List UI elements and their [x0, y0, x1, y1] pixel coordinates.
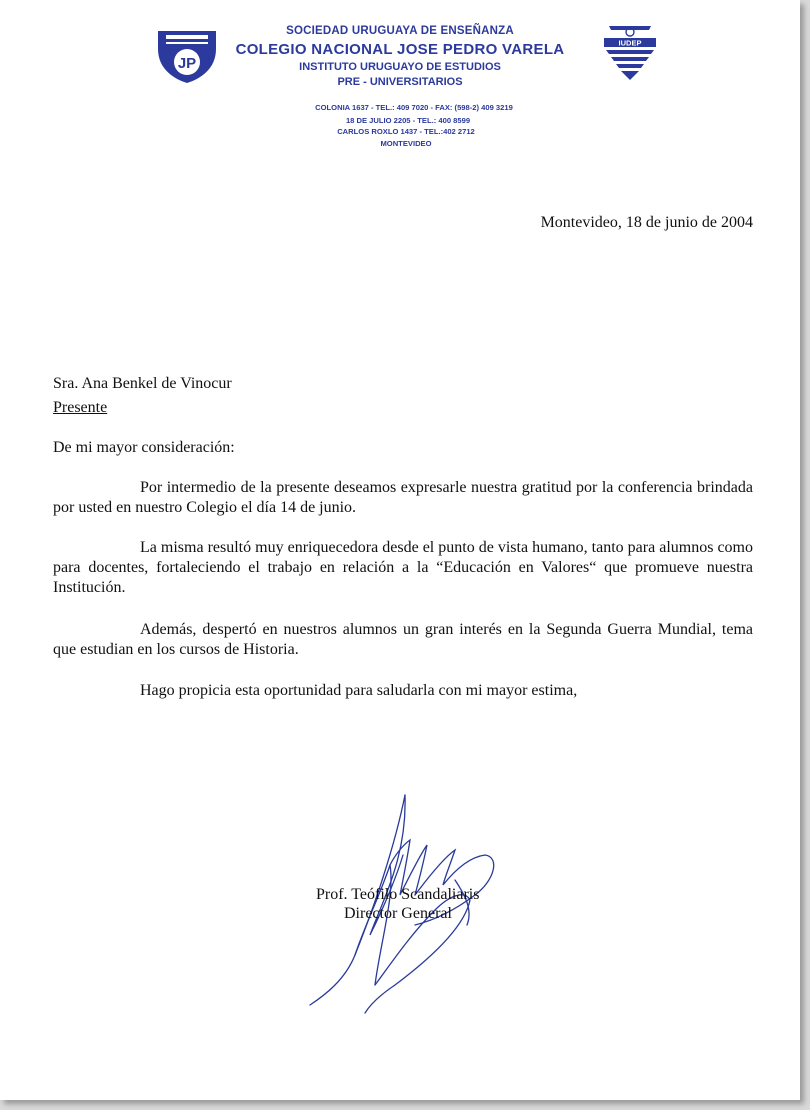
- body-paragraph-3: Además, despertó en nuestros alumnos un gran interés en la Segunda Guerra Mundial, tema que estudian en los cursos de Historia.: [53, 621, 753, 658]
- address-line-1: COLONIA 1637 - TEL.: 409 7020 - FAX: (598-2) 409 3219: [315, 103, 513, 112]
- signer-title: Director General: [344, 905, 452, 922]
- body-paragraph-1: Por intermedio de la presente deseamos expresarle nuestra gratitud por la conferencia brindada por usted en nuestro Colegio el día 14 de junio.: [53, 479, 753, 516]
- shield-logo-text: JP: [177, 55, 197, 72]
- iudep-logo-text: IUDEP: [618, 38, 642, 48]
- recipient-presente: Presente: [53, 399, 108, 416]
- institute-level: PRE - UNIVERSITARIOS: [337, 76, 463, 88]
- letter-date: Montevideo, 18 de junio de 2004: [540, 214, 753, 231]
- institute-name: INSTITUTO URUGUAYO DE ESTUDIOS: [299, 61, 501, 73]
- address-city: MONTEVIDEO: [380, 139, 432, 148]
- society-name: SOCIEDAD URUGUAYA DE ENSEÑANZA: [286, 25, 514, 37]
- college-name: COLEGIO NACIONAL JOSE PEDRO VARELA: [235, 41, 565, 58]
- body-paragraph-2: La misma resultó muy enriquecedora desde el punto de vista humano, tanto para alumnos como para docentes, fortaleciendo el trabajo en relación a la “Educación en Valores“ que promueve nuestra Institución.: [53, 539, 753, 596]
- signer-name: Prof. Teófilo Scandaliaris: [316, 886, 480, 903]
- closing-line: Hago propicia esta oportunidad para saludarla con mi mayor estima,: [140, 682, 578, 699]
- address-line-2: 18 DE JULIO 2205 - TEL.: 400 8599: [345, 116, 471, 125]
- address-line-3: CARLOS ROXLO 1437 - TEL.:402 2712: [337, 127, 475, 136]
- salutation: De mi mayor consideración:: [53, 439, 235, 456]
- recipient-name: Sra. Ana Benkel de Vinocur: [53, 375, 232, 392]
